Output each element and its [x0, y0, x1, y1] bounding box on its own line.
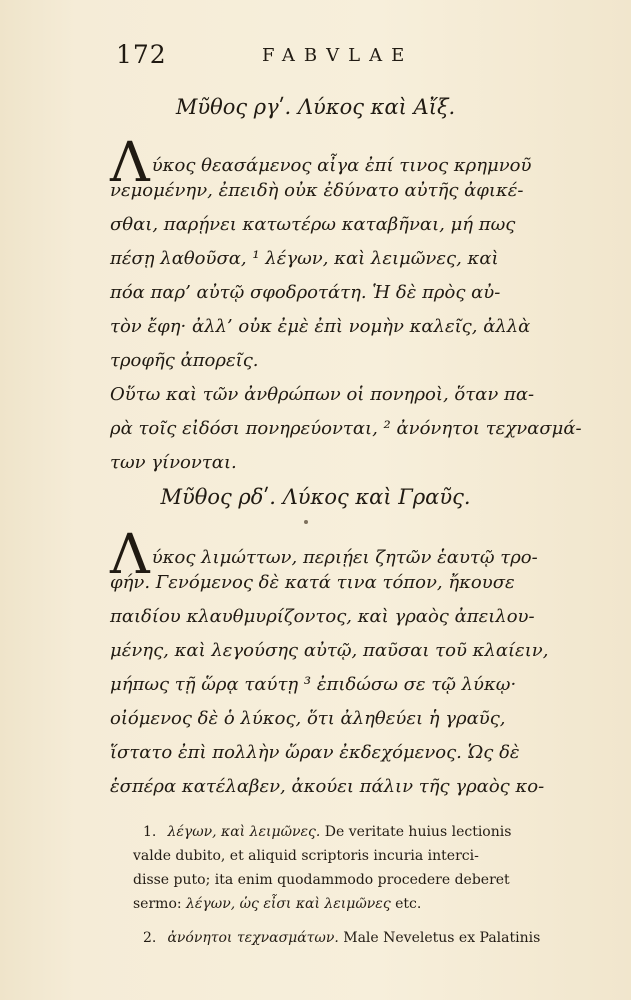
drop-cap: Λ — [110, 130, 150, 194]
text-line: νεμομένην, ἐπειδὴ οὐκ ἐδύνατο αὐτῆς ἀφικέ- — [110, 180, 524, 201]
text-line: φήν. Γενόμενος δὲ κατά τινα τόπον, ἤκουσε — [110, 572, 515, 593]
fable-text — [110, 522, 580, 804]
text-line: τροφῆς ἀπορεῖς. — [110, 350, 259, 371]
text-line: τὸν ἔφη· ἀλλ’ οὐκ ἐμὲ ἐπὶ νομὴν καλεῖς, ἀλλὰ — [110, 316, 531, 337]
footnote-line: valde dubito, et aliquid scriptoris incuria interci- — [133, 848, 479, 864]
text-line: ἵστατο ἐπὶ πολλὴν ὥραν ἐκδεχόμενος. Ὡς δὲ — [110, 742, 520, 763]
text-line: Οὕτω καὶ τῶν ἀνθρώπων οἱ πονηροὶ, ὅταν πα- — [110, 384, 535, 405]
page-header — [116, 40, 556, 70]
text-line: μένης, καὶ λεγούσης αὐτῷ, παῦσαι τοῦ κλαίειν, — [110, 640, 549, 661]
text-line: παιδίου κλαυθμυρίζοντος, καὶ γραὸς ἀπειλου- — [110, 606, 535, 627]
footnote-line — [133, 820, 613, 844]
fable-title: Μῦθος ρδʹ. Λύκος καὶ Γραῦς. — [160, 485, 471, 509]
footnote-lemma: λέγων, καὶ λειμῶνες. — [167, 824, 321, 840]
fable-text — [110, 130, 582, 480]
text-line: σθαι, παρῄνει κατωτέρω καταβῆναι, μή πως — [110, 214, 516, 235]
text-line: των γίνονται. — [110, 452, 237, 473]
text-line: οἰόμενος δὲ ὁ λύκος, ὅτι ἀληθεύει ἡ γραῦς, — [110, 708, 506, 729]
text-line: πέσῃ λαθοῦσα, ¹ λέγων, καὶ λειμῶνες, καὶ — [110, 248, 499, 269]
footnote-line — [133, 926, 613, 950]
footnote-gap — [133, 916, 613, 926]
text-line: μήπως τῇ ὥρᾳ ταύτῃ ³ ἐπιδώσω σε τῷ λύκῳ· — [110, 674, 517, 695]
ink-mark — [304, 520, 308, 524]
footnote-text: Male Neveletus ex Palatinis — [343, 930, 541, 946]
page-number: 172 — [116, 40, 167, 69]
footnote-number: 2. — [143, 930, 157, 946]
text-line-content: ύκος λιμώττων, περιῄει ζητῶν ἑαυτῷ τρο- — [151, 547, 538, 568]
footnote-text: De veritate huius lectionis — [324, 824, 512, 840]
footnote-greek: λέγων, ὡς εἶσι καὶ λειμῶνες — [186, 896, 391, 912]
running-title: FABVLAE — [262, 45, 414, 66]
footnote-lemma: ἀνόνητοι τεχνασμάτων. — [167, 930, 339, 946]
fable-title: Μῦθος ργʹ. Λύκος καὶ Αἴξ. — [175, 95, 456, 119]
footnote-text: etc. — [395, 896, 422, 912]
footnote-line: disse puto; ita enim quodammodo procedere deberet — [133, 872, 510, 888]
drop-cap: Λ — [110, 522, 150, 586]
text-line: ἑσπέρα κατέλαβεν, ἀκούει πάλιν τῆς γραὸς κο- — [110, 776, 545, 797]
footnote-line — [133, 892, 613, 916]
text-line-content: ύκος θεασάμενος αἶγα ἐπί τινος κρημνοῦ — [151, 155, 532, 176]
footnote-text: sermo: — [133, 896, 182, 912]
footnote-number: 1. — [143, 824, 157, 840]
text-line: ρὰ τοῖς εἰδόσι πονηρεύονται, ² ἀνόνητοι τεχνασμά- — [110, 418, 582, 439]
text-line: πόα παρ’ αὐτῷ σφοδροτάτη. Ἡ δὲ πρὸς αὐ- — [110, 282, 501, 303]
footnotes — [133, 820, 613, 950]
